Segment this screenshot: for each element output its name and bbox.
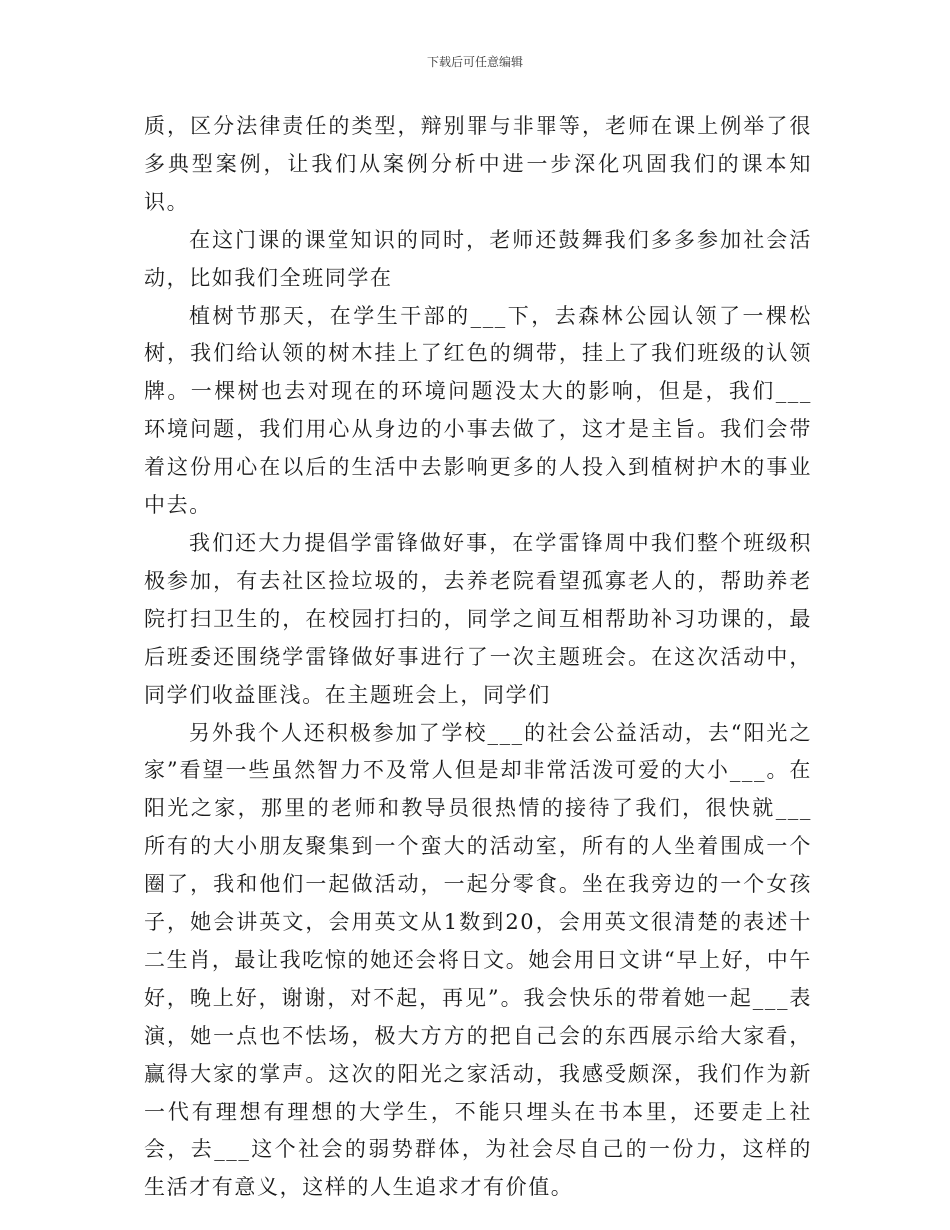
paragraph-lei-feng: 我们还大力提倡学雷锋做好事，在学雷锋周中我们整个班级积极参加，有去社区捡垃圾的，去养老院看望孤寡老人的，帮助养老院打扫卫生的，在校园打扫的，同学之间互相帮助补习功课的，最后班委还围绕学雷锋做好事进行了一次主题班会。在这次活动中，同学们收益匪浅。在主题班会上，同学们 <box>144 530 812 707</box>
page-header-note: 下载后可任意编辑 <box>426 55 523 69</box>
paragraph-sunshine-home: 另外我个人还积极参加了学校___的社会公益活动，去“阳光之家”看望一些虽然智力不及常人但是却非常活泼可爱的大小___。在阳光之家，那里的老师和教导员很热情的接待了我们，很快就___所有的大小朋友聚集到一个蛮大的活动室，所有的人坐着围成一个圈了，我和他们一起做活动，一起分零食。坐在我旁边的一个女孩子，她会讲英文，会用英文从1数到20，会用英文很清楚的表述十二生肖，最让我吃惊的她还会将日文。她会用日文讲“早上好，中午好，晚上好，谢谢，对不起，再见”。我会快乐的带着她一起___表演，她一点也不怯场，极大方方的把自己会的东西展示给大家看，赢得大家的掌声。这次的阳光之家活动，我感受颇深，我们作为新一代有理想有理想的大学生，不能只埋头在书本里，还要走上社会，去___这个社会的弱势群体，为社会尽自己的一份力，这样的生活才有意义，这样的人生追求才有价值。 <box>144 720 812 1200</box>
paragraph-tree-planting: 植树节那天，在学生干部的___下，去森林公园认领了一棵松树，我们给认领的树木挂上了红色的绸带，挂上了我们班级的认领牌。一棵树也去对现在的环境问题没太大的影响，但是，我们___环境问题，我们用心从身边的小事去做了，这才是主旨。我们会带着这份用心在以后的生活中去影响更多的人投入到植树护木的事业中去。 <box>144 303 812 518</box>
paragraph-social-activities: 在这门课的课堂知识的同时，老师还鼓舞我们多多参加社会活动，比如我们全班同学在 <box>144 227 812 290</box>
paragraph-continued: 质，区分法律责任的类型，辩别罪与非罪等，老师在课上例举了很多典型案例，让我们从案例分析中进一步深化巩固我们的课本知识。 <box>144 114 812 214</box>
document-body <box>144 108 812 1207</box>
